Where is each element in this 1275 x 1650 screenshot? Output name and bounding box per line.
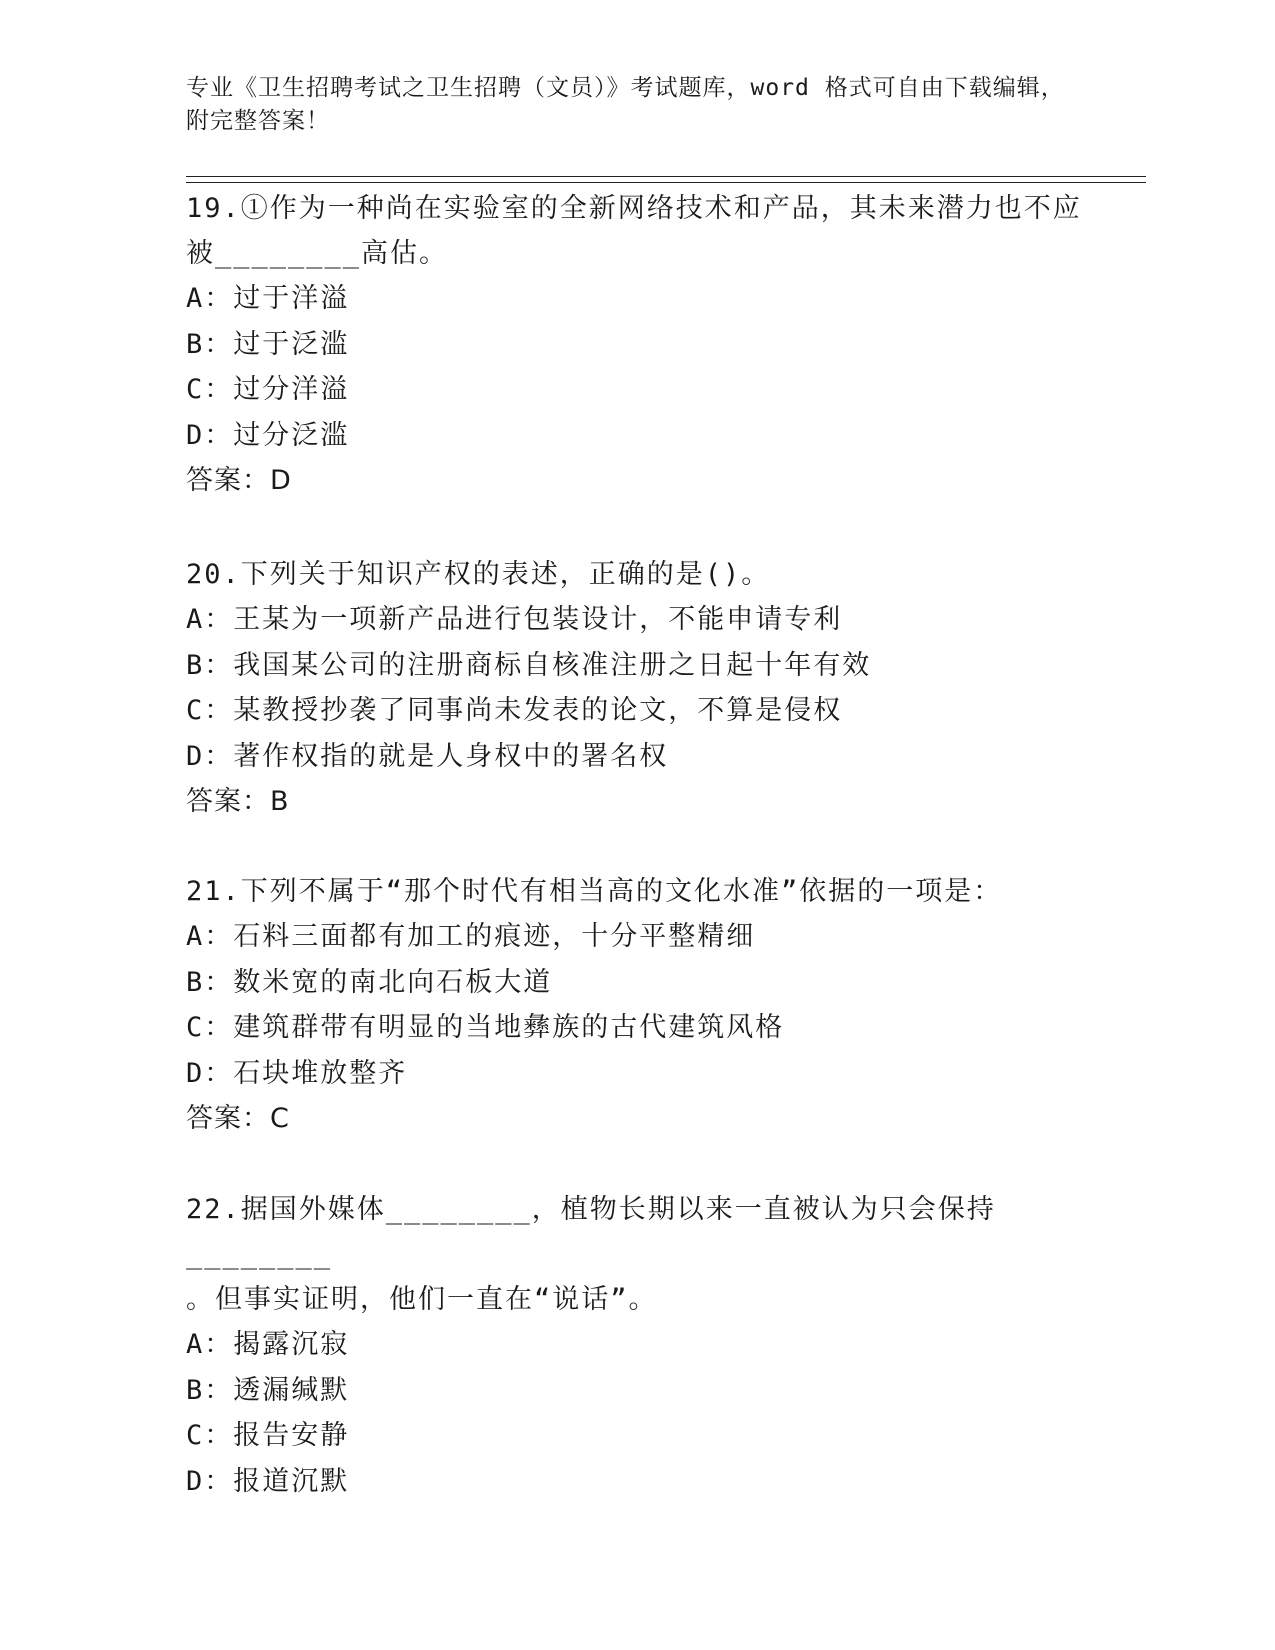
option-b: B：透漏缄默 [186,1374,350,1406]
option-b: B：数米宽的南北向石板大道 [186,966,553,998]
question-20 [186,552,1086,824]
option-c: C：建筑群带有明显的当地彝族的古代建筑风格 [186,1012,785,1043]
answer-line: 答案：B [186,786,290,817]
question-21 [186,869,1086,1141]
option-c: C：某教授抄袭了同事尚未发表的论文，不算是侵权 [186,695,843,726]
question-22 [186,1187,1086,1504]
question-stem: 19.①作为一种尚在实验室的全新网络技术和产品，其未来潜力也不应 [186,193,1082,224]
question-stem: 20.下列关于知识产权的表述，正确的是()。 [186,559,771,590]
option-b: B：我国某公司的注册商标自核准注册之日起十年有效 [186,649,872,681]
answer-line: 答案：C [186,1103,290,1134]
question-stem-continued: 。但事实证明，他们一直在“说话”。 [186,1284,658,1315]
question-stem: 21.下列不属于“那个时代有相当高的文化水准”依据的一项是： [186,876,1003,907]
question-stem: 22.据国外媒体________，植物长期以来一直被认为只会保持________ [186,1194,996,1270]
option-a: A：王某为一项新产品进行包装设计，不能申请专利 [186,604,843,635]
option-d: D：著作权指的就是人身权中的署名权 [186,740,669,772]
option-b: B：过于泛滥 [186,328,350,360]
question-stem-continued: 被________高估。 [186,238,449,269]
option-a: A：石料三面都有加工的痕迹，十分平整精细 [186,921,756,952]
option-a: A：过于洋溢 [186,283,350,314]
option-d: D：石块堆放整齐 [186,1057,408,1089]
question-19 [186,186,1086,503]
header-divider-top [186,176,1146,177]
option-a: A：揭露沉寂 [186,1329,350,1360]
answer-line: 答案：D [186,465,292,496]
option-d: D：报道沉默 [186,1465,350,1497]
header-divider-bottom [186,182,1146,183]
option-c: C：过分洋溢 [186,374,350,405]
option-c: C：报告安静 [186,1420,350,1451]
option-d: D：过分泛滥 [186,419,350,451]
document-header: 专业《卫生招聘考试之卫生招聘（文员）》考试题库，word 格式可自由下载编辑，附完整答案！ [186,75,1065,134]
